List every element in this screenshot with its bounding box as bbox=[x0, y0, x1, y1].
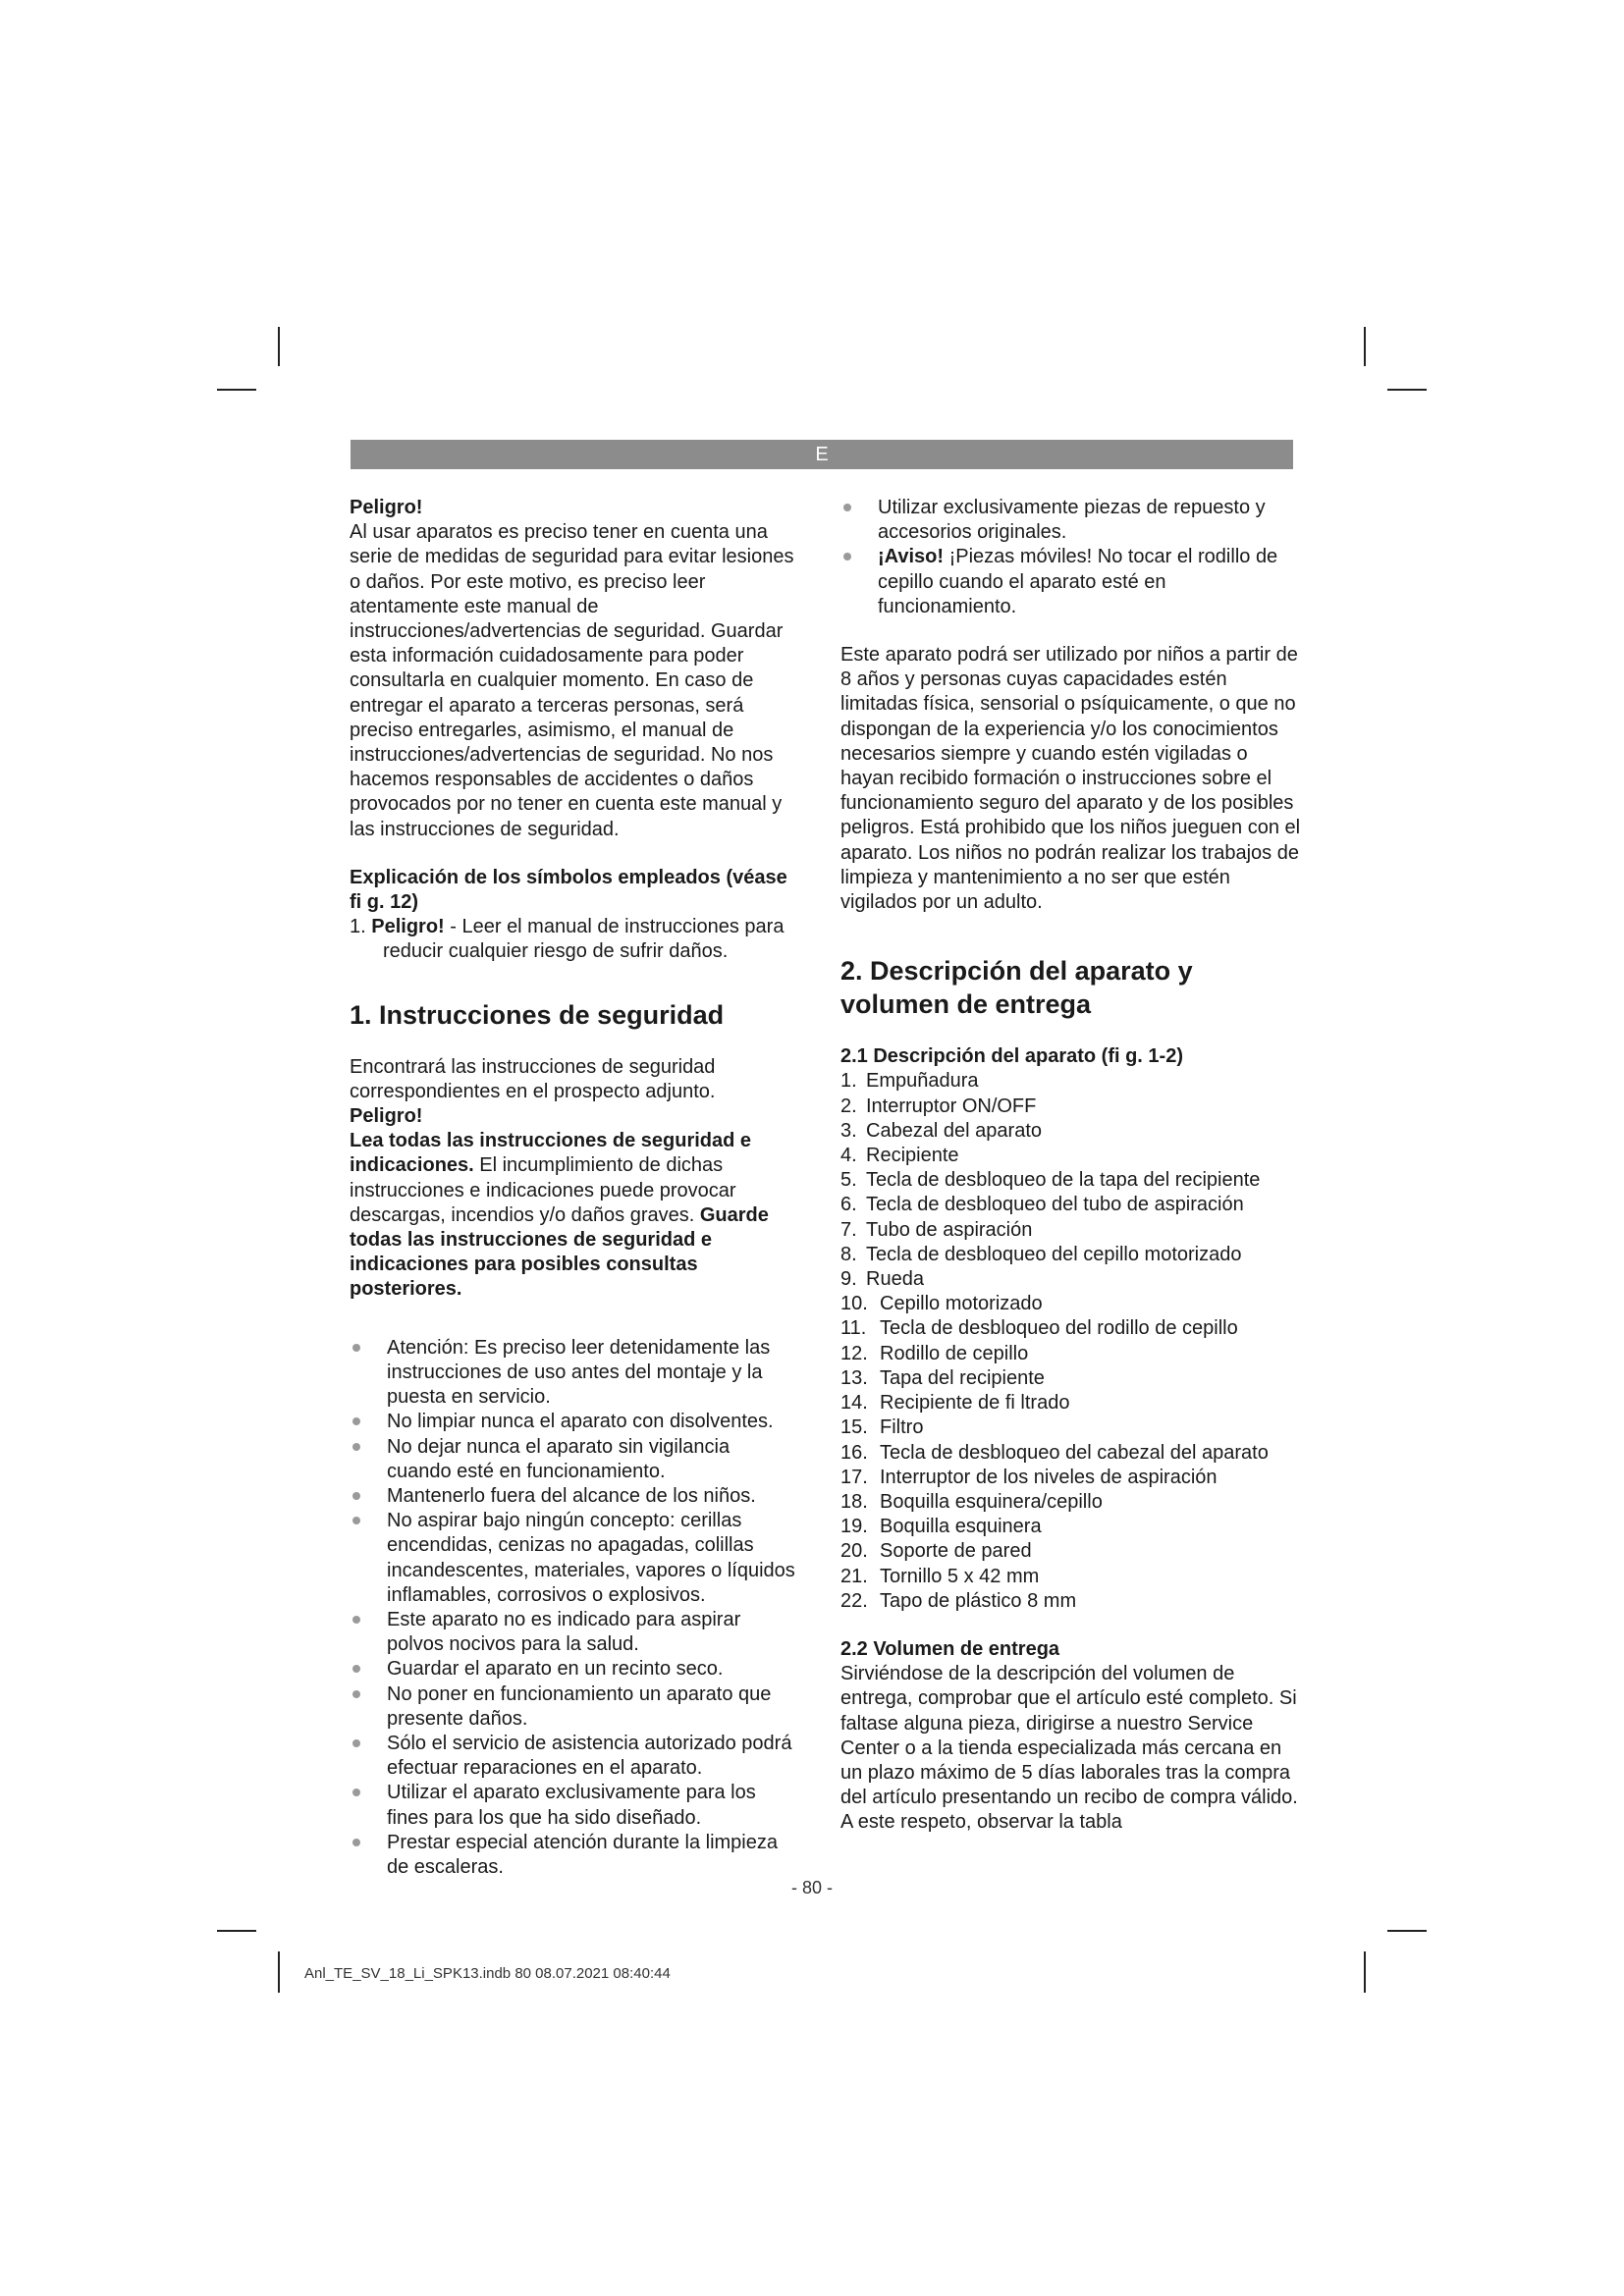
bullet-icon bbox=[352, 1443, 360, 1451]
list-item bbox=[840, 1441, 1302, 1466]
crop-mark bbox=[278, 1951, 280, 1993]
list-item: Prestar especial atención durante la limpieza de escaleras. bbox=[350, 1831, 795, 1880]
language-code: E bbox=[815, 444, 829, 465]
list-item bbox=[840, 1144, 1302, 1168]
part-number: 16. bbox=[840, 1441, 868, 1464]
list-item bbox=[840, 1267, 1302, 1292]
warning-bold-2: Guarde todas las instrucciones de seguridad e indicaciones para posibles consultas posteriores. bbox=[350, 1203, 769, 1301]
list-item bbox=[840, 1218, 1302, 1243]
bullet-icon bbox=[352, 1344, 360, 1352]
part-label: Rodillo de cepillo bbox=[880, 1342, 1029, 1364]
list-item: Utilizar el aparato exclusivamente para los fines para los que ha sido diseñado. bbox=[350, 1781, 795, 1830]
bullet-icon bbox=[843, 553, 851, 561]
list-item bbox=[840, 1415, 1302, 1440]
safety-bullets bbox=[350, 1336, 795, 1880]
part-label: Tecla de desbloqueo del cabezal del aparato bbox=[880, 1441, 1269, 1464]
list-item bbox=[840, 1168, 1302, 1193]
aviso-bold: ¡Aviso! bbox=[878, 546, 945, 568]
part-number: 9. bbox=[840, 1268, 857, 1291]
crop-mark bbox=[217, 1930, 256, 1932]
symbols-item-number: 1. bbox=[350, 916, 366, 938]
left-column bbox=[350, 496, 795, 1880]
part-number: 2. bbox=[840, 1095, 857, 1117]
bullet-icon bbox=[352, 1739, 360, 1747]
right-column bbox=[840, 496, 1302, 1836]
crop-mark bbox=[1387, 1930, 1427, 1932]
list-item bbox=[840, 1069, 1302, 1094]
list-item: Mantenerlo fuera del alcance de los niños. bbox=[350, 1484, 795, 1509]
part-number: 10. bbox=[840, 1293, 868, 1315]
part-label: Rueda bbox=[866, 1268, 924, 1291]
part-label: Recipiente de fi ltrado bbox=[880, 1392, 1070, 1415]
part-number: 8. bbox=[840, 1243, 857, 1265]
crop-mark bbox=[1387, 389, 1427, 391]
bullet-icon bbox=[352, 1616, 360, 1624]
part-label: Tubo de aspiración bbox=[866, 1218, 1033, 1241]
bullet-icon bbox=[352, 1517, 360, 1524]
symbols-item-bold: Peligro! bbox=[371, 916, 445, 938]
list-item bbox=[840, 1565, 1302, 1589]
part-label: Interruptor de los niveles de aspiración bbox=[880, 1466, 1218, 1488]
list-item: Sólo el servicio de asistencia autorizado podrá efectuar reparaciones en el aparato. bbox=[350, 1732, 795, 1781]
bullet-icon bbox=[843, 504, 851, 511]
part-number: 1. bbox=[840, 1070, 857, 1093]
page-number: - 80 - bbox=[790, 1878, 833, 1897]
part-label: Boquilla esquinera/cepillo bbox=[880, 1490, 1103, 1513]
list-item: Guardar el aparato en un recinto seco. bbox=[350, 1657, 795, 1682]
parts-list bbox=[840, 1069, 1302, 1613]
bullet-icon bbox=[352, 1417, 360, 1425]
list-item bbox=[840, 1490, 1302, 1515]
part-label: Cepillo motorizado bbox=[880, 1293, 1043, 1315]
part-label: Filtro bbox=[880, 1416, 924, 1439]
bullet-icon bbox=[352, 1690, 360, 1698]
warning-text: El incumplimiento de dichas instrucciones e indicaciones puede provocar descargas, incendios y/o daños graves. bbox=[350, 1154, 736, 1226]
list-item: No limpiar nunca el aparato con disolventes. bbox=[350, 1410, 795, 1434]
list-item bbox=[840, 1292, 1302, 1316]
bullet-icon bbox=[352, 1839, 360, 1846]
part-label: Boquilla esquinera bbox=[880, 1516, 1042, 1538]
list-item bbox=[840, 1243, 1302, 1267]
list-item: Este aparato no es indicado para aspirar polvos nocivos para la salud. bbox=[350, 1608, 795, 1657]
list-item bbox=[840, 1515, 1302, 1539]
list-item: ¡Aviso! ¡Piezas móviles! No tocar el rodillo de cepillo cuando el aparato esté en funcionamiento. bbox=[840, 545, 1302, 619]
part-label: Tecla de desbloqueo del cepillo motorizado bbox=[866, 1243, 1242, 1265]
list-item bbox=[840, 1391, 1302, 1415]
section1-title: 1. Instrucciones de seguridad bbox=[350, 999, 725, 1030]
symbols-item-text: - Leer el manual de instrucciones para reducir cualquier riesgo de sufrir daños. bbox=[383, 916, 785, 963]
part-number: 7. bbox=[840, 1218, 857, 1241]
crop-mark bbox=[217, 389, 256, 391]
list-item: Atención: Es preciso leer detenidamente las instrucciones de uso antes del montaje y la puesta en servicio. bbox=[350, 1336, 795, 1411]
list-item bbox=[840, 1095, 1302, 1119]
part-label: Tapo de plástico 8 mm bbox=[880, 1589, 1077, 1612]
part-number: 21. bbox=[840, 1565, 868, 1587]
danger2-title: Peligro! bbox=[350, 1105, 423, 1128]
part-label: Tecla de desbloqueo de la tapa del recipiente bbox=[866, 1169, 1261, 1192]
bullet-icon bbox=[352, 1492, 360, 1500]
bullet-icon bbox=[352, 1789, 360, 1796]
safety-bullets-continued bbox=[840, 496, 1302, 619]
part-number: 3. bbox=[840, 1119, 857, 1142]
part-label: Interruptor ON/OFF bbox=[866, 1095, 1037, 1117]
list-item bbox=[840, 1539, 1302, 1564]
part-number: 19. bbox=[840, 1516, 868, 1538]
list-item bbox=[840, 1119, 1302, 1144]
children-paragraph: Este aparato podrá ser utilizado por niños a partir de 8 años y personas cuyas capacidades estén limitadas física, sensorial o psíquicamente, o que no dispongan de la experiencia y/o los conocimientos necesarios siempre y cuando estén vigiladas o hayan recibido formación o instrucciones sobre el funcionamiento seguro del aparato y de los posibles peligros. Está prohibido que los niños jueguen con el aparato. Los niños no podrán realizar los trabajos de limpieza y mantenimiento a no ser que estén vigilados por un adulto. bbox=[840, 644, 1301, 914]
part-label: Tecla de desbloqueo del tubo de aspiración bbox=[866, 1194, 1244, 1216]
list-item bbox=[840, 1589, 1302, 1614]
part-number: 11. bbox=[840, 1317, 867, 1340]
list-item bbox=[840, 1316, 1302, 1341]
symbols-heading: Explicación de los símbolos empleados (véase fi g. 12) bbox=[350, 866, 787, 914]
part-label: Soporte de pared bbox=[880, 1540, 1032, 1563]
list-item: No poner en funcionamiento un aparato que presente daños. bbox=[350, 1682, 795, 1732]
part-number: 12. bbox=[840, 1342, 868, 1364]
part-number: 17. bbox=[840, 1466, 868, 1488]
part-number: 20. bbox=[840, 1540, 868, 1563]
crop-mark bbox=[278, 327, 280, 366]
symbols-item bbox=[350, 915, 795, 964]
list-item: Utilizar exclusivamente piezas de repuesto y accesorios originales. bbox=[840, 496, 1302, 545]
part-label: Recipiente bbox=[866, 1145, 959, 1167]
list-item bbox=[840, 1366, 1302, 1391]
crop-mark bbox=[1364, 1951, 1366, 1993]
warning-bold-1: Lea todas las instrucciones de seguridad e indicaciones. bbox=[350, 1130, 752, 1177]
subsection-2-1-title: 2.1 Descripción del aparato (fi g. 1-2) bbox=[840, 1045, 1183, 1068]
part-number: 4. bbox=[840, 1145, 857, 1167]
part-label: Tecla de desbloqueo del rodillo de cepillo bbox=[880, 1317, 1238, 1340]
list-item bbox=[840, 1342, 1302, 1366]
list-item: No aspirar bajo ningún concepto: cerillas encendidas, cenizas no apagadas, colillas incandescentes, materiales, vapores o líquidos inflamables, corrosivos o explosivos. bbox=[350, 1509, 795, 1608]
bullet-icon bbox=[352, 1665, 360, 1673]
crop-mark bbox=[1364, 327, 1366, 366]
section2-title: 2. Descripción del aparato y volumen de entrega bbox=[840, 956, 1193, 1020]
part-label: Tapa del recipiente bbox=[880, 1366, 1045, 1389]
list-item bbox=[840, 1193, 1302, 1217]
part-number: 22. bbox=[840, 1589, 868, 1612]
list-item bbox=[840, 1466, 1302, 1490]
warning-paragraph bbox=[350, 1129, 795, 1302]
delivery-paragraph: Sirviéndose de la descripción del volumen de entrega, comprobar que el artículo esté completo. Si faltase alguna pieza, dirigirse a nuestro Service Center o a la tienda especializada más cercana en un plazo máximo de 5 días laborales tras la compra del artículo presentando un recibo de compra válido. A este respeto, observar la tabla bbox=[840, 1663, 1298, 1834]
danger-paragraph: Al usar aparatos es preciso tener en cuenta una serie de medidas de seguridad para evitar lesiones o daños. Por este motivo, es preciso leer atentamente este manual de instrucciones/advertencias de seguridad. Guardar esta información cuidadosamente para poder consultarla en cualquier momento. En caso de entregar el aparato a terceras personas, será preciso entregarles, asimismo, el manual de instrucciones/advertencias de seguridad. No nos hacemos responsables de accidentes o daños provocados por no tener en cuenta este manual y las instrucciones de seguridad. bbox=[350, 521, 794, 840]
part-label: Tornillo 5 x 42 mm bbox=[880, 1565, 1040, 1587]
part-number: 13. bbox=[840, 1366, 868, 1389]
subsection-2-2-title: 2.2 Volumen de entrega bbox=[840, 1637, 1060, 1660]
part-number: 15. bbox=[840, 1416, 868, 1439]
part-label: Empuñadura bbox=[866, 1070, 979, 1093]
part-number: 14. bbox=[840, 1392, 868, 1415]
language-header-bar bbox=[351, 440, 1293, 469]
part-number: 6. bbox=[840, 1194, 857, 1216]
danger-title: Peligro! bbox=[350, 497, 423, 518]
part-number: 5. bbox=[840, 1169, 857, 1192]
list-item: No dejar nunca el aparato sin vigilancia cuando esté en funcionamiento. bbox=[350, 1435, 795, 1484]
section1-intro: Encontrará las instrucciones de seguridad correspondientes en el prospecto adjunto. bbox=[350, 1055, 716, 1102]
part-label: Cabezal del aparato bbox=[866, 1119, 1043, 1142]
print-footer: Anl_TE_SV_18_Li_SPK13.indb 80 08.07.2021 08:40:44 bbox=[304, 1965, 671, 1982]
part-number: 18. bbox=[840, 1490, 868, 1513]
